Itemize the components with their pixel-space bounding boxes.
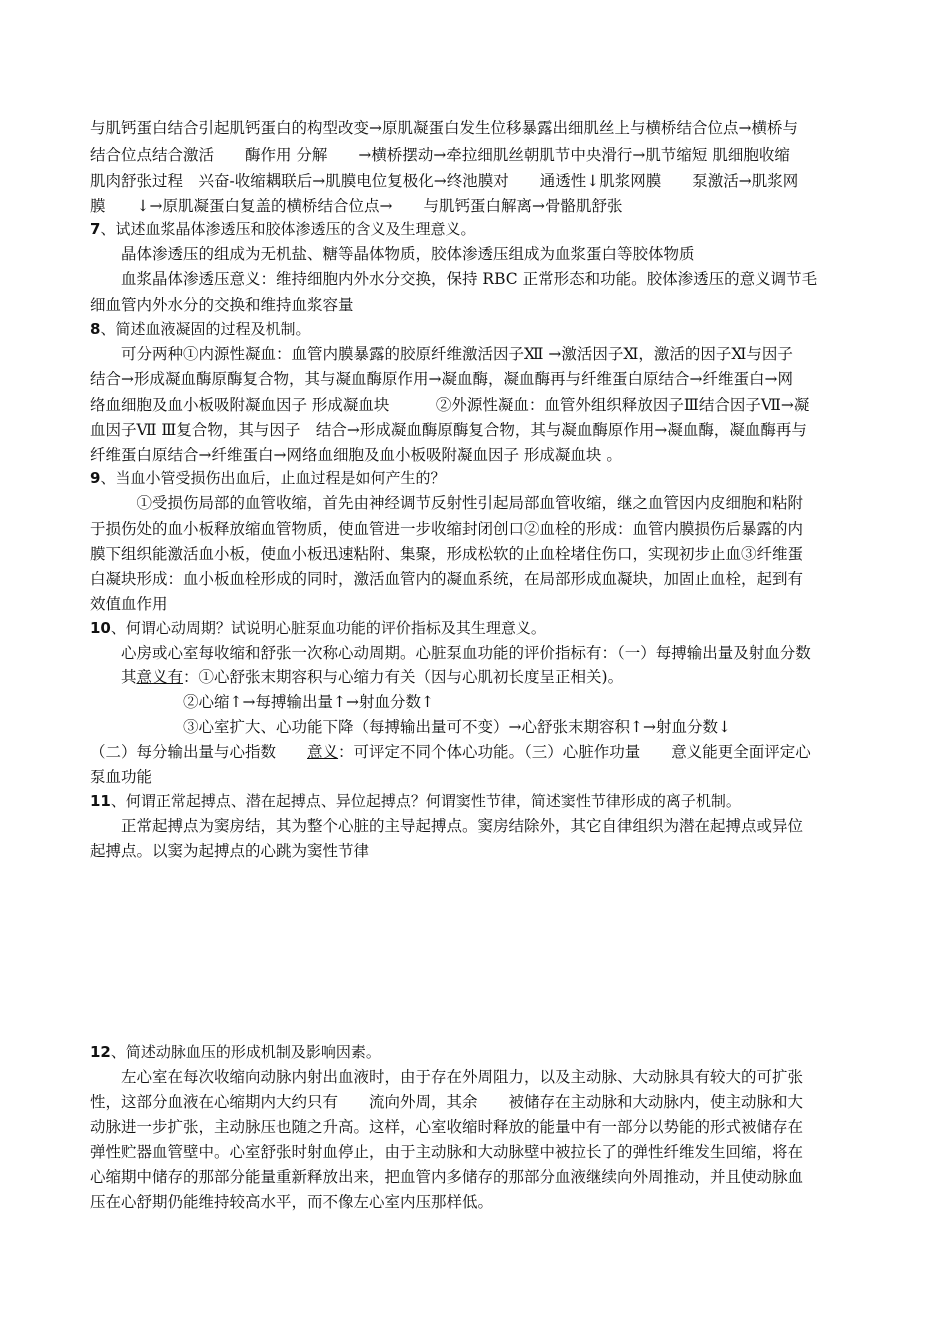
text-line: 结合位点结合激活 酶作用 分解 →横桥摆动→牵拉细肌丝朝肌节中央滑行→肌节缩短 肌细胞收缩 (90, 146, 790, 164)
text-line: 性，这部分血液在心缩期内大约只有 流向外周，其余 被储存在主动脉和大动脉内，使主动脉和大 (90, 1093, 804, 1111)
text-line: 晶体渗透压的组成为无机盐、糖等晶体物质，胶体渗透压组成为血浆蛋白等胶体物质 (90, 245, 695, 263)
text-line: 与肌钙蛋白结合引起肌钙蛋白的构型改变→原肌凝蛋白发生位移暴露出细肌丝上与横桥结合位点→横桥与 (90, 119, 798, 137)
question-heading (90, 1040, 870, 1064)
underlined-term: 意义 (307, 743, 339, 761)
question-number: 11 (90, 792, 111, 810)
text-line: ②心缩↑→每搏输出量↑→射血分数↑ (90, 693, 434, 711)
text-line: 络血细胞及血小板吸附凝血因子 形成凝血块 ②外源性凝血：血管外组织释放因子Ⅲ结合因子Ⅶ→凝 (90, 396, 810, 414)
text-line: 效值血作用 (90, 595, 168, 613)
question-heading (90, 789, 870, 813)
question-title: 、简述血液凝固的过程及机制。 (100, 320, 311, 338)
question-title: 、简述动脉血压的形成机制及影响因素。 (110, 1043, 381, 1061)
text-line: 于损伤处的血小板释放缩血管物质，使血管进一步收缩封闭创口②血栓的形成：血管内膜损伤后暴露的内 (90, 520, 804, 538)
text-line: 结合→形成凝血酶原酶复合物，其与凝血酶原作用→凝血酶，凝血酶再与纤维蛋白原结合→纤维蛋白→网 (90, 370, 793, 388)
text-line: 弹性贮器血管壁中。心室舒张时射血停止，由于主动脉和大动脉壁中被拉长了的弹性纤维发生回缩，将在 (90, 1143, 804, 1161)
text-line: 压在心舒期仍能维持较高水平，而不像左心室内压那样低。 (90, 1193, 494, 1211)
question-title: 、何谓心动周期？试说明心脏泵血功能的评价指标及其生理意义。 (110, 619, 546, 637)
text-span: 其 (90, 668, 137, 686)
text-line (90, 740, 870, 764)
text-line: 肌肉舒张过程 兴奋-收缩耦联后→肌膜电位复极化→终池膜对 通透性↓肌浆网膜 泵激活→肌浆网 (90, 172, 799, 190)
question-heading (90, 466, 870, 490)
question-number: 12 (90, 1043, 111, 1061)
underlined-term: 意义有 (136, 668, 184, 686)
question-number: 9 (90, 469, 101, 487)
text-line: 心房或心室每收缩和舒张一次称心动周期。心脏泵血功能的评价指标有：（一）每搏输出量及射血分数 (90, 644, 811, 662)
text-line: 纤维蛋白原结合→纤维蛋白→网络血细胞及血小板吸附凝血因子 形成凝血块 。 (90, 446, 622, 464)
text-line: 动脉进一步扩张，主动脉压也随之升高。这样，心室收缩时释放的能量中有一部分以势能的形式被储存在 (90, 1118, 804, 1136)
text-line: 左心室在每次收缩向动脉内射出血液时，由于存在外周阻力，以及主动脉、大动脉具有较大的可扩张 (90, 1068, 804, 1086)
question-title: 、何谓正常起搏点、潜在起搏点、异位起搏点？何谓窦性节律，简述窦性节律形成的离子机制。 (110, 792, 741, 810)
text-line: 白凝块形成：血小板血栓形成的同时，激活血管内的凝血系统，在局部形成血凝块，加固止血栓，起到有 (90, 570, 804, 588)
question-number: 7 (90, 220, 101, 238)
text-line: ③心室扩大、心功能下降（每搏输出量可不变）→心舒张末期容积↑→射血分数↓ (90, 718, 731, 736)
question-heading (90, 317, 870, 341)
text-line: 正常起搏点为窦房结，其为整个心脏的主导起搏点。窦房结除外，其它自律组织为潜在起搏点或异位 (90, 817, 804, 835)
text-line: 膜 ↓→原肌凝蛋白复盖的横桥结合位点→ 与肌钙蛋白解离→骨骼肌舒张 (90, 197, 623, 215)
text-line: 血浆晶体渗透压意义：维持细胞内外水分交换，保持 RBC 正常形态和功能。胶体渗透压的意义调节毛 (90, 270, 818, 288)
question-number: 10 (90, 619, 111, 637)
question-title: 、当血小管受损伤出血后，止血过程是如何产生的？ (100, 469, 446, 487)
text-line: 细血管内外水分的交换和维持血浆容量 (90, 296, 354, 314)
text-line: 血因子Ⅶ Ⅲ复合物，其与因子 结合→形成凝血酶原酶复合物，其与凝血酶原作用→凝血酶，凝血酶再与 (90, 421, 807, 439)
question-title: 、试述血浆晶体渗透压和胶体渗透压的含义及生理意义。 (100, 220, 476, 238)
text-line: 膜下组织能激活血小板，使血小板迅速粘附、集聚，形成松软的止血栓堵住伤口，实现初步止血③纤维蛋 (90, 545, 804, 563)
question-heading (90, 616, 870, 640)
text-span: ：①心舒张末期容积与心缩力有关（因与心肌初长度呈正相关)。 (183, 668, 624, 686)
question-number: 8 (90, 320, 101, 338)
text-line: 可分两种①内源性凝血：血管内膜暴露的胶原纤维激活因子Ⅻ →激活因子Ⅺ，激活的因子Ⅺ与因子 (90, 345, 793, 363)
question-heading (90, 217, 870, 241)
text-line: 心缩期中储存的那部分能量重新释放出来，把血管内多储存的那部分血液继续向外周推动，并且使动脉血 (90, 1168, 804, 1186)
text-span: （二）每分输出量与心指数 (90, 743, 308, 761)
text-line: ①受损伤局部的血管收缩，首先由神经调节反射性引起局部血管收缩，继之血管因内皮细胞和粘附 (90, 494, 804, 512)
text-span: ：可评定不同个体心功能。（三）心脏作功量 意义能更全面评定心 (338, 743, 811, 761)
text-line (90, 665, 870, 689)
text-line: 泵血功能 (90, 768, 153, 786)
text-line: 起搏点。以窦为起搏点的心跳为窦性节律 (90, 842, 370, 860)
